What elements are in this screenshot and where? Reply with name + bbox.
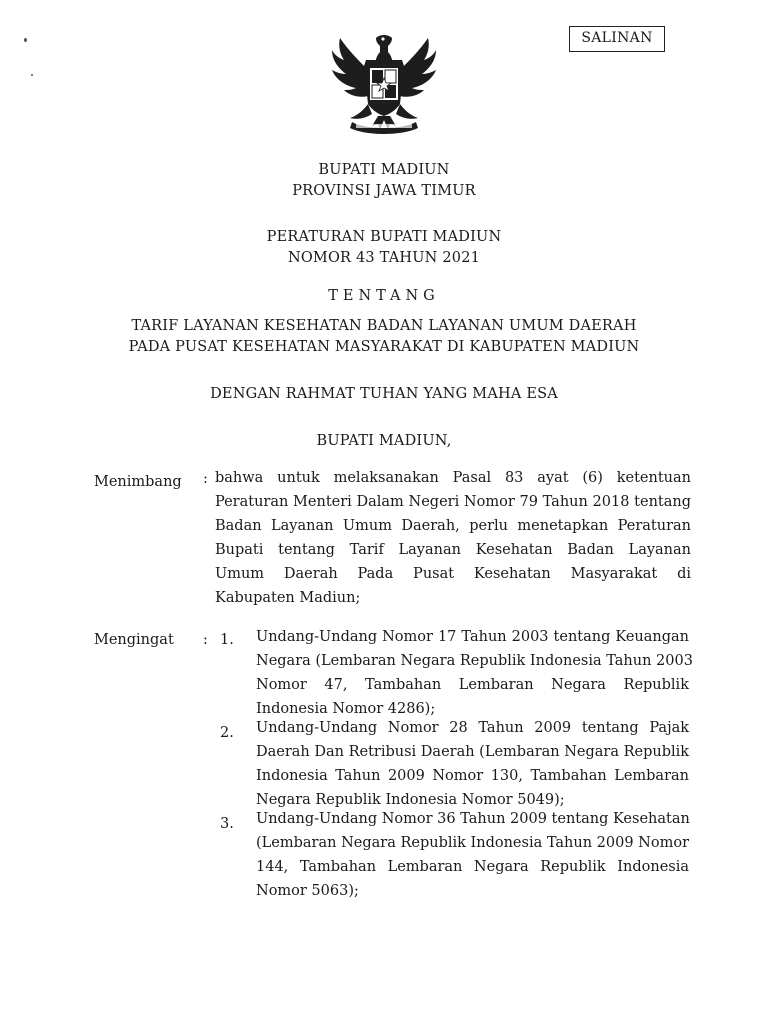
text-line: Bupati tentang Tarif Layanan Kesehatan Badan Layanan xyxy=(215,542,691,558)
text-line: bahwa untuk melaksanakan Pasal 83 ayat (6) ketentuan xyxy=(215,470,691,486)
text-line: Indonesia Nomor 4286); xyxy=(256,701,436,717)
text-line: (Lembaran Negara Republik Indonesia Tahun 2009 Nomor xyxy=(256,835,690,851)
tentang-heading: TENTANG xyxy=(328,288,440,304)
text-line: Daerah Dan Retribusi Daerah (Lembaran Negara Republik xyxy=(256,744,690,760)
text-line: Badan Layanan Umum Daerah, perlu menetapkan Peraturan xyxy=(215,518,691,534)
list-item-number: 3. xyxy=(220,816,234,832)
text-line: 144, Tambahan Lembaran Negara Republik Indonesia xyxy=(256,859,689,875)
header-line-bupati: BUPATI MADIUN xyxy=(318,162,450,178)
regulation-title: PERATURAN BUPATI MADIUN xyxy=(266,229,502,245)
mengingat-item-2 xyxy=(256,716,689,812)
header-line-provinsi: PROVINSI JAWA TIMUR xyxy=(292,183,476,199)
list-item-number: 1. xyxy=(220,632,234,648)
text-line: Kabupaten Madiun; xyxy=(215,590,361,606)
text-line: Umum Daerah Pada Pusat Kesehatan Masyarakat di xyxy=(215,566,691,582)
text-line: Undang-Undang Nomor 28 Tahun 2009 tentang Pajak xyxy=(256,720,689,736)
subject-line-2: PADA PUSAT KESEHATAN MASYARAKAT DI KABUPATEN MADIUN xyxy=(128,339,640,355)
blessing-line: DENGAN RAHMAT TUHAN YANG MAHA ESA xyxy=(210,386,558,402)
menimbang-colon: : xyxy=(203,471,208,487)
text-line: Nomor 47, Tambahan Lembaran Negara Republik xyxy=(256,677,689,693)
regulation-number: NOMOR 43 TAHUN 2021 xyxy=(287,250,481,266)
list-item-number: 2. xyxy=(220,725,234,741)
menimbang-text xyxy=(215,466,691,610)
scan-speck xyxy=(24,38,27,42)
text-line: Undang-Undang Nomor 17 Tahun 2003 tentang Keuangan xyxy=(256,629,689,645)
text-line: Indonesia Tahun 2009 Nomor 130, Tambahan Lembaran xyxy=(256,768,689,784)
mengingat-item-3 xyxy=(256,807,689,903)
text-line: Undang-Undang Nomor 36 Tahun 2009 tentang Kesehatan xyxy=(256,811,690,827)
text-line: Negara Republik Indonesia Nomor 5049); xyxy=(256,792,565,808)
scan-speck xyxy=(31,74,33,76)
mengingat-label: Mengingat xyxy=(94,632,174,648)
text-line: Peraturan Menteri Dalam Negeri Nomor 79 Tahun 2018 tentang xyxy=(215,494,691,510)
subject-line-1: TARIF LAYANAN KESEHATAN BADAN LAYANAN UMUM DAERAH xyxy=(131,318,637,334)
text-line: Nomor 5063); xyxy=(256,883,359,899)
text-line: Negara (Lembaran Negara Republik Indonesia Tahun 2003 xyxy=(256,653,693,669)
mengingat-colon: : xyxy=(203,632,208,648)
menimbang-label: Menimbang xyxy=(94,474,182,490)
issuer-line: BUPATI MADIUN, xyxy=(316,433,452,449)
garuda-emblem-icon xyxy=(326,32,442,136)
mengingat-item-1 xyxy=(256,625,693,721)
salinan-stamp: SALINAN xyxy=(569,26,665,52)
